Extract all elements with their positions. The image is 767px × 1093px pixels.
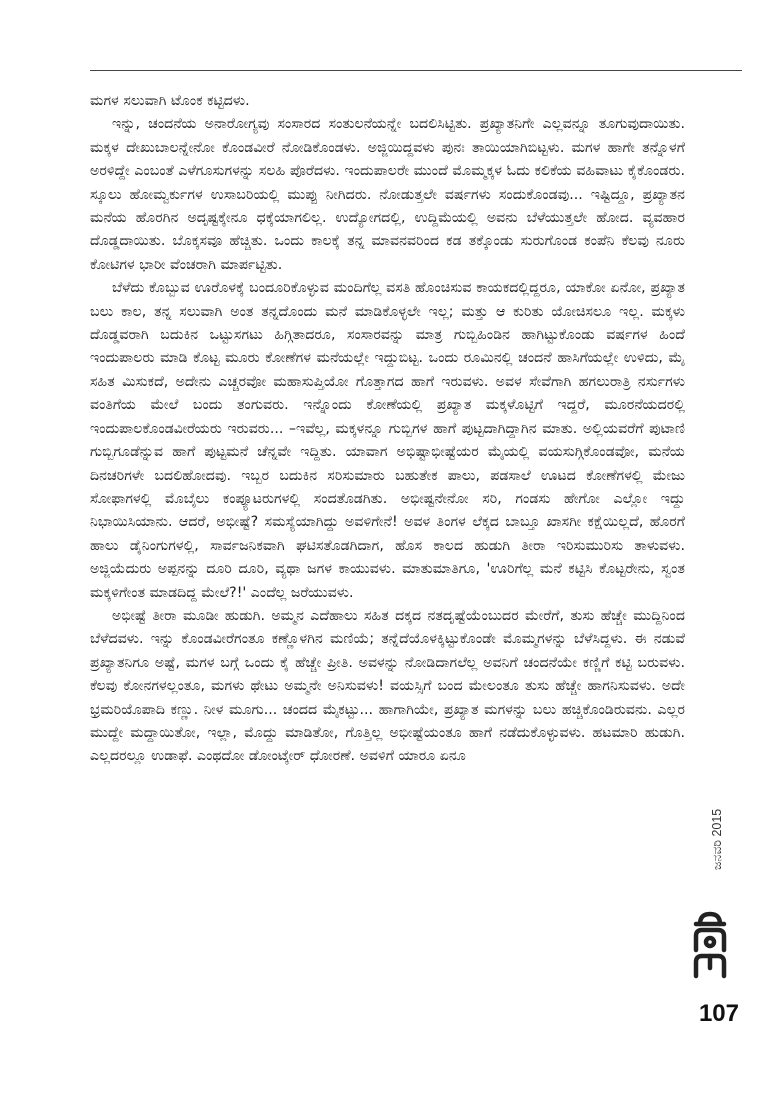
article-paragraph: ಇನ್ನು, ಚಂದನೆಯ ಅನಾರೋಗ್ಯವು ಸಂಸಾರದ ಸಂತುಲನೆಯನ್ನೇ ಬದಲಿಸಿಟ್ಟಿತು. ಪ್ರಖ್ಯಾತನಿಗೇ ಎಲ್ಲವನ್ನೂ ತೂಗುವುದಾಯಿತು. ಮಕ್ಕಳ ದೇಖುಬಾಲನ್ನೇನೋ ಕೊಂಡವೀರೆ ನೋಡಿಕೊಂಡಳು. ಅಜ್ಜಿಯಿದ್ದವಳು ಪುನಃ ತಾಯಿಯಾಗಿಬಿಟ್ಟಳು. ಮಗಳ ಹಾಗೇ ತನ್ನೊಳಗೆ ಅರಳಿದ್ದೇ ಎಂಬಂತೆ ಎಳೆಗೂಸುಗಳನ್ನು ಸಲಹಿ ಪೊರೆದಳು. ಇಂದುಪಾಲರೇ ಮುಂದೆ ಮೊಮ್ಮಕ್ಕಳ ಓದು ಕಲಿಕೆಯ ವಹಿವಾಟು ಕೈಕೊಂಡರು. ಸ್ಕೂಲು ಹೋಮ್ವರ್ಕುಗಳ ಉಸಾಬರಿಯಲ್ಲಿ ಮುಪ್ಪು ನೀಗಿದರು. ನೋಡುತ್ತಲೇ ವರ್ಷಗಳು ಸಂದುಕೊಂಡವು... ಇಷ್ಟಿದ್ದೂ, ಪ್ರಖ್ಯಾತನ ಮನೆಯ ಹೊರಗಿನ ಅದೃಷ್ಟಕ್ಕೇನೂ ಧಕ್ಕೆಯಾಗಲಿಲ್ಲ. ಉದ್ಯೋಗದಲ್ಲಿ, ಉದ್ದಿಮೆಯಲ್ಲಿ ಅವನು ಬೆಳೆಯುತ್ತಲೇ ಹೋದ. ವ್ಯವಹಾರ ದೊಡ್ಡದಾಯಿತು. ಬೊಕ್ಕಸವೂ ಹೆಚ್ಚಿತು. ಒಂದು ಕಾಲಕ್ಕೆ ತನ್ನ ಮಾವನವರಿಂದ ಕಡ ತಕ್ಕೊಂಡು ಸುರುಗೊಂಡ ಕಂಪೆನಿ ಕೆಲವು ನೂರು ಕೋಟಿಗಳ ಭಾರೀ ವೆಂಚರಾಗಿ ಮಾರ್ಪಟ್ಟಿತು. [90,116,685,273]
page-number: 107 [698,1000,739,1027]
article-paragraph: ಮಗಳ ಸಲುವಾಗಿ ಟೊಂಕ ಕಟ್ಟಿದಳು. [90,93,250,109]
header-rule [90,70,742,71]
issue-date: ಜನವರಿ 2015 [710,808,724,870]
magazine-logo [678,910,742,982]
article-paragraph: ಬೆಳೆದು ಕೊಬ್ಬುವ ಊರೊಳಕ್ಕೆ ಬಂದೂರಿಕೊಳ್ಳುವ ಮಂದಿಗೆಲ್ಲ ವಸತಿ ಹೊಂಚಿಸುವ ಕಾಯಕದಲ್ಲಿದ್ದರೂ, ಯಾಕೋ ಏನೋ, ಪ್ರಖ್ಯಾತ ಬಲು ಕಾಲ, ತನ್ನ ಸಲುವಾಗಿ ಅಂತ ತನ್ನದೊಂದು ಮನೆ ಮಾಡಿಕೊಳ್ಳಲೇ ಇಲ್ಲ; ಮತ್ತು ಆ ಕುರಿತು ಯೋಚಿಸಲೂ ಇಲ್ಲ. ಮಕ್ಕಳು ದೊಡ್ಡವರಾಗಿ ಬದುಕಿನ ಒಟ್ಟುಸಗಟು ಹಿಗ್ಗಿತಾದರೂ, ಸಂಸಾರವನ್ನು ಮಾತ್ರ ಗುಬ್ಬಿಹಿಂಡಿನ ಹಾಗಿಟ್ಟುಕೊಂಡು ವರ್ಷಗಳ ಹಿಂದೆ ಇಂದುಪಾಲರು ಮಾಡಿ ಕೊಟ್ಟ ಮೂರು ಕೋಣೆಗಳ ಮನೆಯಲ್ಲೇ ಇದ್ದುಬಿಟ್ಟ. ಒಂದು ರೂಮಿನಲ್ಲಿ ಚಂದನೆ ಹಾಸಿಗೆಯಲ್ಲೇ ಉಳಿದು, ಮೈ ಸಹಿತ ಮಿಸುಕದೆ, ಅದೇನು ಎಚ್ಚರವೋ ಮಹಾಸುಪ್ತಿಯೋ ಗೊತ್ತಾಗದ ಹಾಗೆ ಇರುವಳು. ಅವಳ ಸೇವೆಗಾಗಿ ಹಗಲುರಾತ್ರಿ ನರ್ಸುಗಳು ವಂತಿಗೆಯ ಮೇಲೆ ಬಂದು ತಂಗುವರು. ಇನ್ನೊಂದು ಕೋಣೆಯಲ್ಲಿ ಪ್ರಖ್ಯಾತ ಮಕ್ಕಳೊಟ್ಟಿಗೆ ಇದ್ದರೆ, ಮೂರನೆಯದರಲ್ಲಿ ಇಂದುಪಾಲಕೊಂಡವೀರೆಯರು ಇರುವರು... –ಇವೆಲ್ಲ, ಮಕ್ಕಳನ್ನೂ ಗುಬ್ಬಿಗಳ ಹಾಗೆ ಪುಟ್ಟದಾಗಿದ್ದಾಗಿನ ಮಾತು. ಅಲ್ಲಿಯವರೆಗೆ ಪುಟಾಣಿ ಗುಬ್ಬಿಗೂಡೆನ್ನುವ ಹಾಗೆ ಪುಟ್ಟಮನೆ ಚೆನ್ನವೇ ಇದ್ದಿತು. ಯಾವಾಗ ಅಭಿಷ್ಟಾಭೀಷ್ಟೆಯರ ಮೈಯಲ್ಲಿ ವಯಸುಗ್ಗಿಕೊಂಡವೋ, ಮನೆಯ ದಿನಚರಿಗಳೇ ಬದಲಿಹೋದವು. ಇಬ್ಬರ ಬದುಕಿನ ಸರಿಸುಮಾರು ಬಹುತೇಕ ಪಾಲು, ಪಡಸಾಲೆ ಊಟದ ಕೋಣೆಗಳಲ್ಲಿ ಮೇಜು ಸೋಫಾಗಳಲ್ಲಿ ಮೊಬೈಲು ಕಂಪ್ಯೂಟರುಗಳಲ್ಲಿ ಸಂದತೊಡಗಿತು. ಅಭೀಷ್ಟನೇನೋ ಸರಿ, ಗಂಡಸು ಹೇಗೋ ಎಲ್ಲೋ ಇದ್ದು ನಿಭಾಯಿಸಿಯಾನು. ಆದರೆ, ಅಭೀಷ್ಟೆ? ಸಮಸ್ಯೆಯಾಗಿದ್ದು ಅವಳಿಗೇನೆ! ಅವಳ ತಿಂಗಳ ಲೆಕ್ಕದ ಬಾಬ್ತೂ ಖಾಸಗೀ ಕಕ್ಷೆಯಿಲ್ಲದೆ, ಹೊರಗೆ ಹಾಲು ಡೈನಿಂಗುಗಳಲ್ಲಿ, ಸಾರ್ವಜನಿಕವಾಗಿ ಘಟಿಸತೊಡಗಿದಾಗ, ಹೊಸ ಕಾಲದ ಹುಡುಗಿ ತೀರಾ ಇರಿಸುಮುರಿಸು ತಾಳುವಳು. ಅಜ್ಜಿಯೆದುರು ಅಪ್ಪನನ್ನು ದೂರಿ ದೂರಿ, ವ್ಯಥಾ ಜಗಳ ಕಾಯುವಳು. ಮಾತುಮಾತಿಗೂ, 'ಊರಿಗೆಲ್ಲ ಮನೆ ಕಟ್ಟಿಸಿ ಕೊಟ್ಟರೇನು, ಸ್ವಂತ ಮಕ್ಕಳಿಗೇಂತ ಮಾಡದಿದ್ದ ಮೇಲೆ?!' ಎಂದೆಲ್ಲ ಜರೆಯುವಳು. [90,280,685,601]
article-body [90,90,685,769]
article-paragraph: ಅಭೀಷ್ಟೆ ತೀರಾ ಮೂಡೀ ಹುಡುಗಿ. ಅಮ್ಮನ ಎದೆಹಾಲು ಸಹಿತ ದಕ್ಕದ ನತದೃಷ್ಟೆಯೆಂಬುದರ ಮೇರೆಗೆ, ತುಸು ಹೆಚ್ಚೇ ಮುದ್ದಿನಿಂದ ಬೆಳೆದವಳು. ಇನ್ನು ಕೊಂಡವೀರೆಗಂತೂ ಕಣ್ಣೊಳಗಿನ ಮಣಿಯೆ; ತನ್ನೆದೆಯೊಳಕ್ಕಿಟ್ಟುಕೊಂಡೇ ಮೊಮ್ಮಗಳನ್ನು ಬೆಳೆಸಿದ್ದಳು. ಈ ನಡುವೆ ಪ್ರಖ್ಯಾತನಿಗೂ ಅಷ್ಟೆ, ಮಗಳ ಬಗ್ಗೆ ಒಂದು ಕೈ ಹೆಚ್ಚೇ ಪ್ರೀತಿ. ಅವಳನ್ನು ನೋಡಿದಾಗಲೆಲ್ಲ ಅವನಿಗೆ ಚಂದನೆಯೇ ಕಣ್ಣಿಗೆ ಕಟ್ಟಿ ಬರುವಳು. ಕೆಲವು ಕೋನಗಳಲ್ಲಂತೂ, ಮಗಳು ಥೇಟು ಅಮ್ಮನೇ ಅನಿಸುವಳು! ವಯಸ್ಸಿಗೆ ಬಂದ ಮೇಲಂತೂ ತುಸು ಹೆಚ್ಚೇ ಹಾಗನಿಸುವಳು. ಅದೇ ಭ್ರಮರಿಯೊಪಾದಿ ಕಣ್ಣು. ನೀಳ ಮೂಗು... ಚಂದದ ಮೈಕಟ್ಟು... ಹಾಗಾಗಿಯೇ, ಪ್ರಖ್ಯಾತ ಮಗಳನ್ನು ಬಲು ಹಚ್ಚಿಕೊಂಡಿರುವನು. ಎಲ್ಲರ ಮುದ್ದೇ ಮದ್ದಾಯಿತೋ, ಇಲ್ಲಾ, ಮೊದ್ದು ಮಾಡಿತೋ, ಗೊತ್ತಿಲ್ಲ ಅಭೀಷ್ಟೆಯಂತೂ ಹಾಗೆ ನಡೆದುಕೊಳ್ಳುವಳು. ಹಟಮಾರಿ ಹುಡುಗಿ. ಎಲ್ಲದರಲ್ಲೂ ಉಡಾಫೆ. ಎಂಥದೋ ಡೋಂಟ್ಕೇರ್ ಧೋರಣೆ. ಅವಳಿಗೆ ಯಾರೂ ಏನೂ [90,607,685,765]
